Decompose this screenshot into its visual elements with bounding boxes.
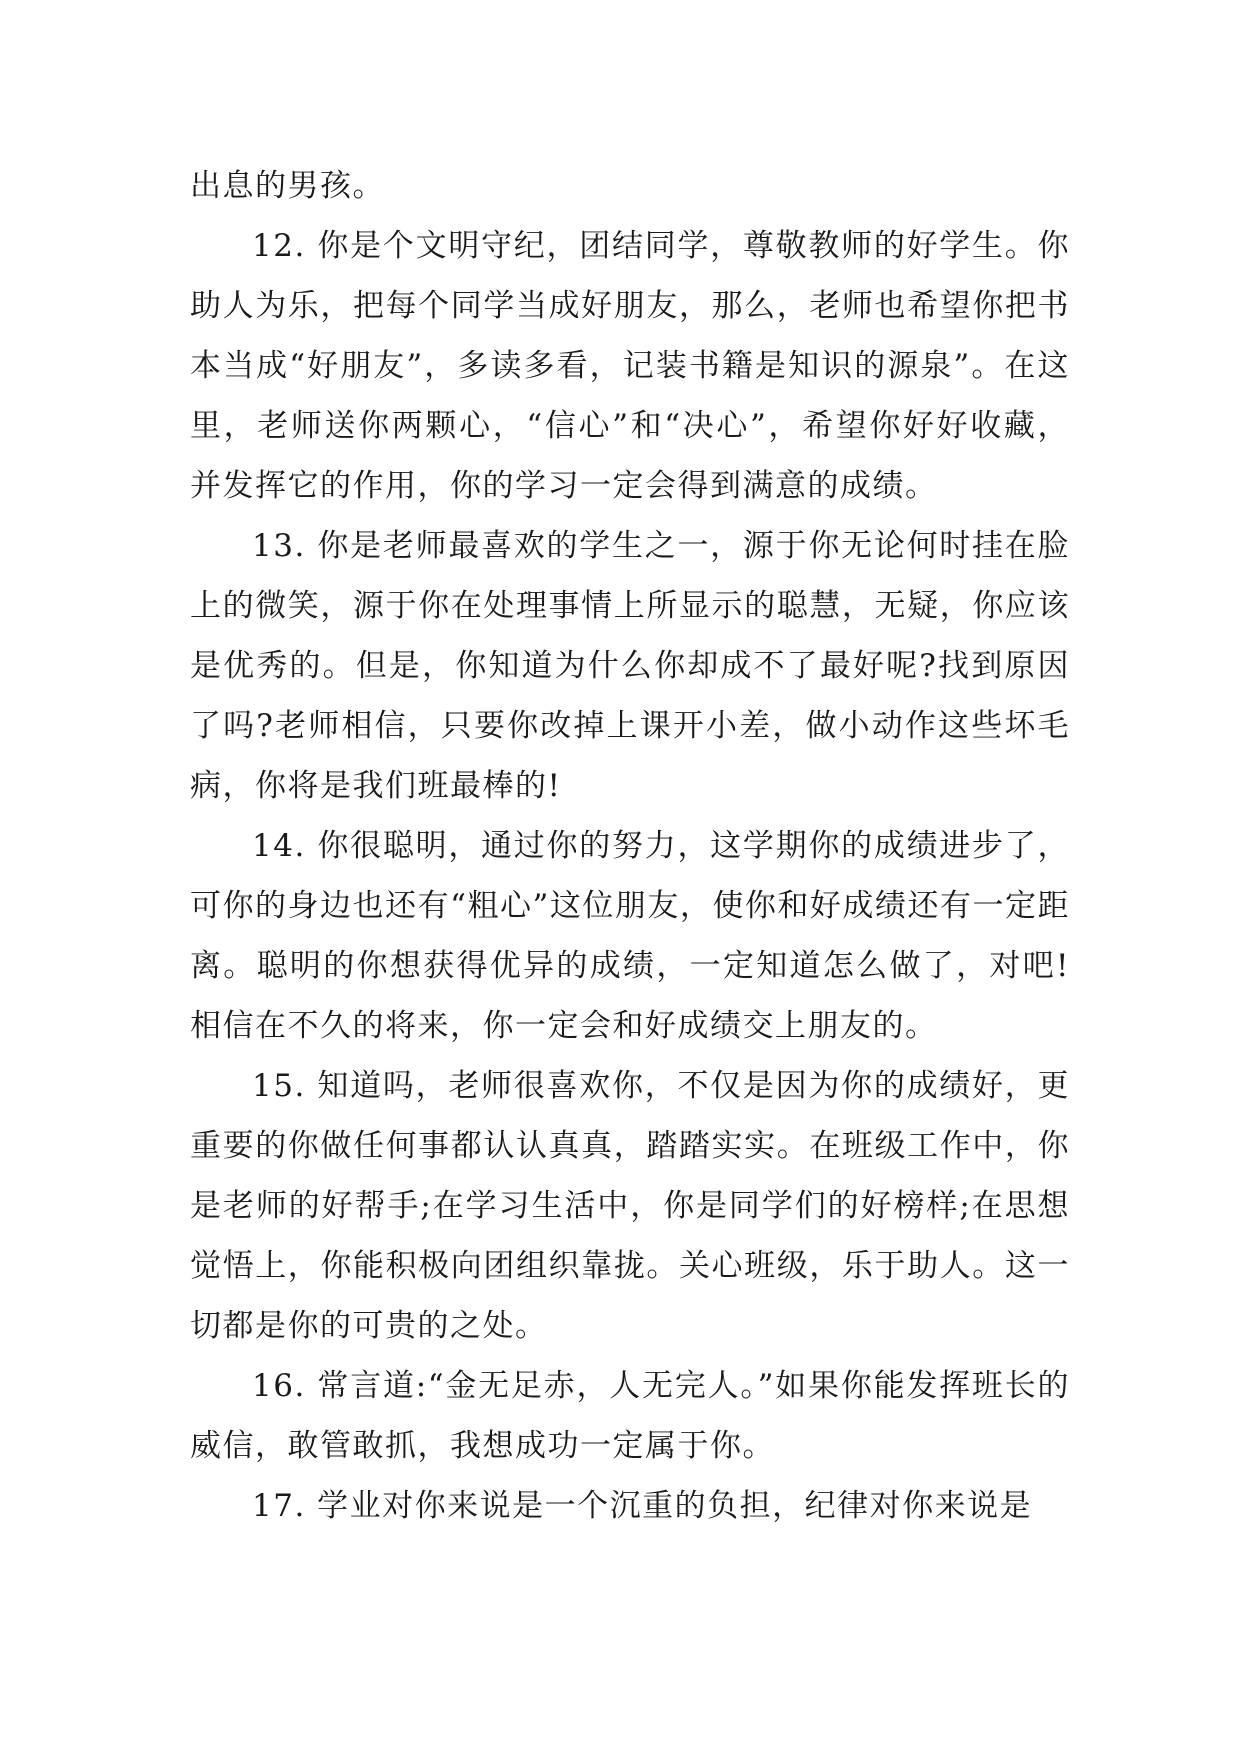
paragraph-comment-13: 13. 你是老师最喜欢的学生之一，源于你无论何时挂在脸上的微笑，源于你在处理事情上所显示的聪慧，无疑，你应该是优秀的。但是，你知道为什么你却成不了最好呢?找到原因了吗?老师相信，只要你改掉上课开小差，做小动作这些坏毛病，你将是我们班最棒的!: [190, 528, 1070, 804]
document-body: [190, 156, 1070, 1536]
paragraph-comment-16: 16. 常言道:“金无足赤，人无完人。”如果你能发挥班长的威信，敢管敢抓，我想成功一定属于你。: [190, 1368, 1070, 1464]
paragraph-comment-15: 15. 知道吗，老师很喜欢你，不仅是因为你的成绩好，更重要的你做任何事都认认真真，踏踏实实。在班级工作中，你是老师的好帮手;在学习生活中，你是同学们的好榜样;在思想觉悟上，你能积极向团组织靠拢。关心班级，乐于助人。这一切都是你的可贵的之处。: [190, 1068, 1070, 1344]
paragraph-comment-12: 12. 你是个文明守纪，团结同学，尊敬教师的好学生。你助人为乐，把每个同学当成好朋友，那么，老师也希望你把书本当成“好朋友”，多读多看，记装书籍是知识的源泉”。在这里，老师送你两颗心，“信心”和“决心”，希望你好好收藏，并发挥它的作用，你的学习一定会得到满意的成绩。: [190, 228, 1070, 504]
paragraph-comment-17: 17. 学业对你来说是一个沉重的负担，纪律对你来说是: [252, 1488, 1033, 1524]
paragraph-comment-14: 14. 你很聪明，通过你的努力，这学期你的成绩进步了，可你的身边也还有“粗心”这位朋友，使你和好成绩还有一定距离。聪明的你想获得优异的成绩，一定知道怎么做了，对吧!相信在不久的将来，你一定会和好成绩交上朋友的。: [190, 828, 1070, 1044]
paragraph-continuation: 出息的男孩。: [190, 168, 385, 204]
